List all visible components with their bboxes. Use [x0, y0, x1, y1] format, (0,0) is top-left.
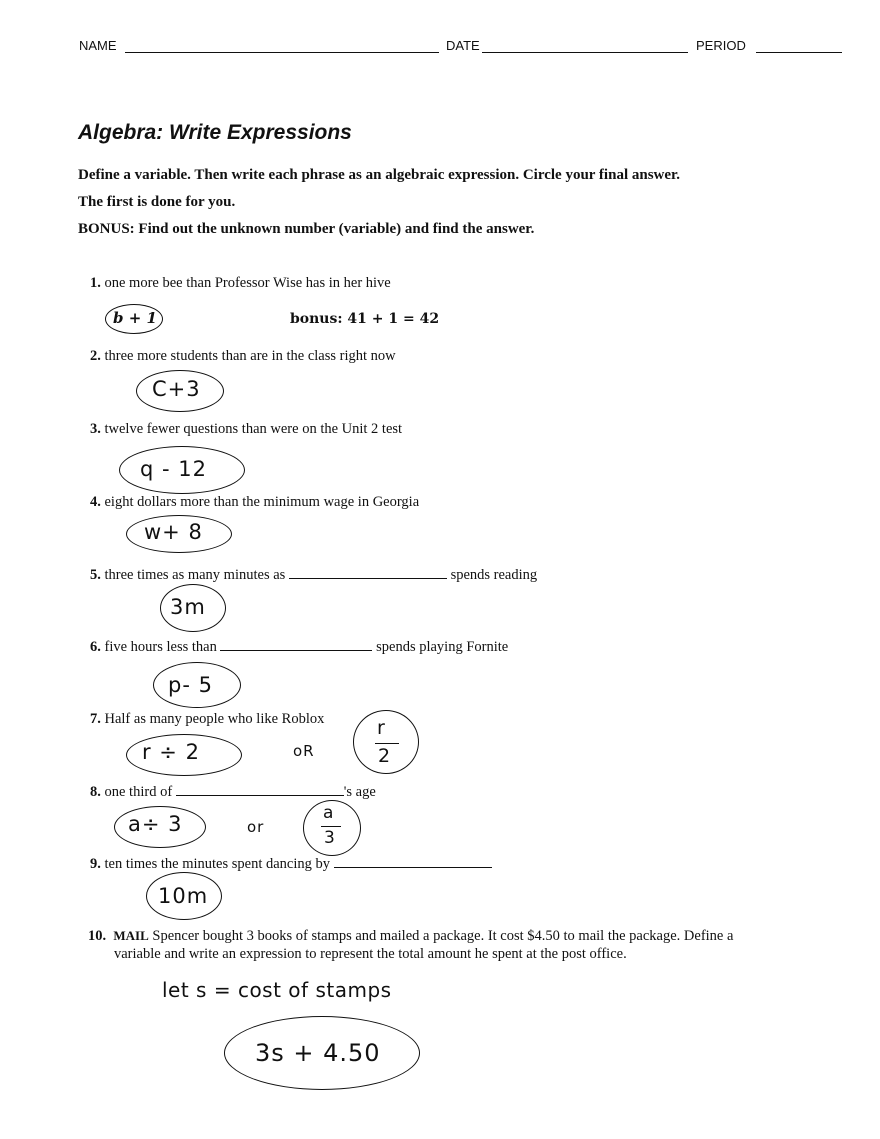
question-number: 1.	[90, 275, 101, 291]
instructions-line-1: Define a variable. Then write each phrase as an algebraic expression. Circle your final answer.	[78, 167, 681, 183]
question-7: 7. Half as many people who like Roblox	[90, 711, 325, 727]
answer-2: C+3	[152, 377, 201, 401]
question-text: one more bee than Professor Wise has in her hive	[104, 275, 391, 291]
fraction-numerator: r	[377, 717, 386, 739]
question-4: 4. eight dollars more than the minimum wage in Georgia	[90, 494, 420, 510]
question-1	[90, 275, 391, 292]
answer-9: 10m	[158, 884, 209, 908]
question-6: 6. five hours less than spends playing Fornite	[90, 639, 509, 655]
name-blank[interactable]	[125, 52, 439, 53]
fraction-numerator: a	[323, 803, 335, 823]
or-label-7: oR	[293, 742, 315, 760]
question-10: 10. MAIL Spencer bought 3 books of stamps and mailed a package. It cost $4.50 to mail the package. Define a	[88, 928, 734, 944]
variable-definition: let s = cost of stamps	[162, 978, 392, 1002]
fraction-denominator: 3	[324, 828, 336, 848]
answer-6: p- 5	[168, 673, 213, 697]
question-5: 5. three times as many minutes as spends reading	[90, 567, 538, 583]
question-3: 3. twelve fewer questions than were on the Unit 2 test	[90, 421, 403, 437]
answer-3: q - 12	[140, 457, 207, 481]
answer-8: a÷ 3	[128, 812, 183, 836]
answer-4: w+ 8	[144, 520, 203, 544]
answer-10: 3s + 4.50	[255, 1039, 381, 1067]
fill-blank[interactable]	[289, 566, 447, 579]
question-9: 9. ten times the minutes spent dancing by	[90, 855, 492, 873]
question-8: 8. one third of 's age	[90, 784, 376, 800]
name-label: NAME	[79, 38, 117, 53]
date-blank[interactable]	[482, 52, 688, 53]
fill-blank[interactable]	[176, 783, 344, 796]
period-label: PERIOD	[696, 38, 746, 53]
date-label: DATE	[446, 38, 480, 53]
or-label-8: or	[247, 818, 265, 836]
answer-5: 3m	[170, 595, 206, 619]
fraction-bar	[321, 826, 341, 827]
fraction-bar	[375, 743, 399, 744]
worksheet-title: Algebra: Write Expressions	[78, 121, 352, 144]
instructions-line-2: The first is done for you.	[78, 194, 236, 210]
fill-blank[interactable]	[334, 855, 492, 868]
fill-blank[interactable]	[220, 638, 372, 651]
question-10-line-2: variable and write an expression to represent the total amount he spent at the post office.	[114, 946, 627, 962]
instructions-line-3: BONUS: Find out the unknown number (variable) and find the answer.	[78, 221, 535, 237]
fraction-denominator: 2	[378, 745, 392, 767]
bonus-answer-1: bonus: 41 + 1 = 42	[290, 311, 440, 327]
answer-1: b + 1	[113, 309, 157, 327]
question-2: 2. three more students than are in the class right now	[90, 348, 396, 364]
answer-7: r ÷ 2	[142, 740, 200, 764]
period-blank[interactable]	[756, 52, 842, 53]
